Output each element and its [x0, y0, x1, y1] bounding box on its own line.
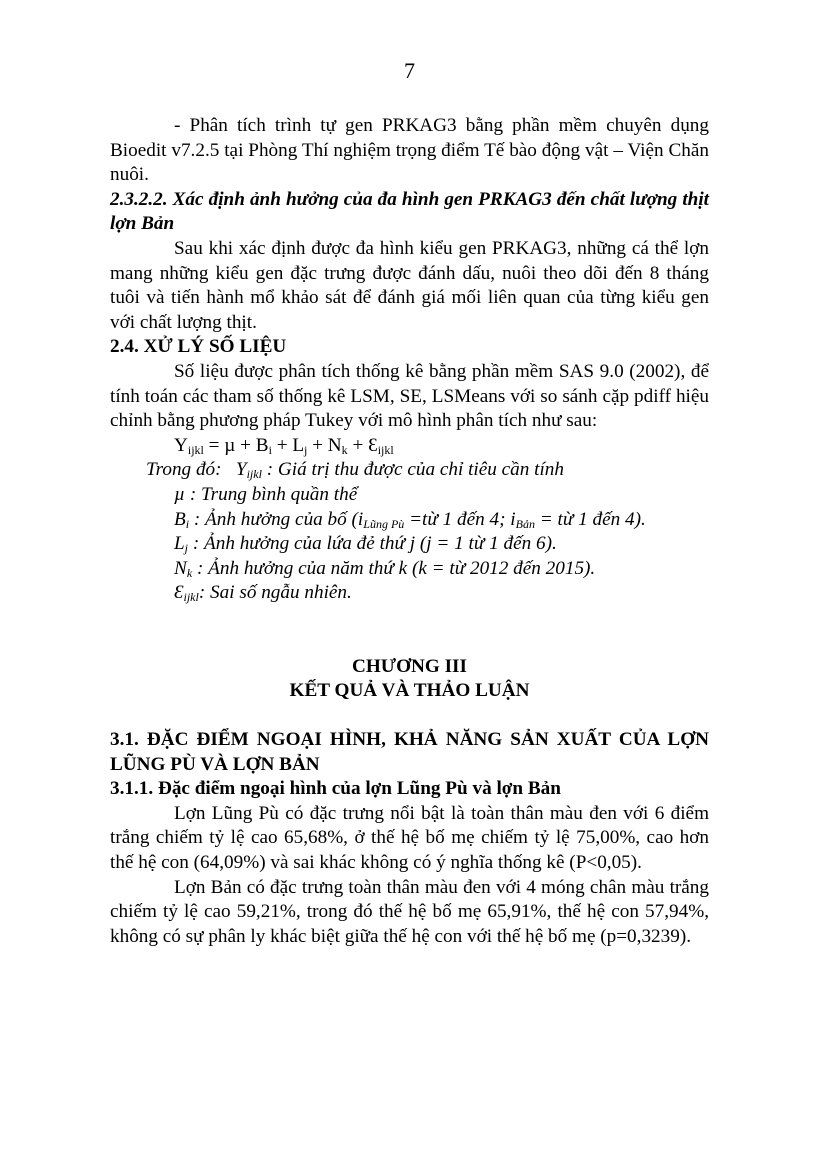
chapter-number: CHƯƠNG III: [352, 655, 467, 677]
page-body: [110, 114, 709, 949]
chapter-title: KẾT QUẢ VÀ THẢO LUẬN: [289, 680, 530, 702]
heading-3-1-1: 3.1.1. Đặc điểm ngoại hình của lợn Lũng Pù và lợn Bản: [110, 778, 561, 800]
paragraph-genotype-tracking: Sau khi xác định được đa hình kiểu gen PRKAG3, những cá thể lợn mang những kiểu gen đặc trưng được đánh dấu, nuôi theo dõi đến 8 tháng tuôi và tiến hành mổ khảo sát để đánh giá mối liên quan của từng kiểu gen với chất lượng thịt.: [110, 237, 709, 333]
where-b: $B_i$ : Ảnh hưởng của bố ($i_{Lũng Pù}$ =từ 1 đến 4; $i_{Bản}$ = từ 1 đến 4).: [174, 508, 646, 531]
where-n: $N_k$ : Ảnh hưởng của năm thứ k (k = từ 2012 đến 2015).: [174, 557, 596, 580]
paragraph-statistics: Số liệu được phân tích thống kê bằng phần mềm SAS 9.0 (2002), để tính toán các tham số thống kê LSM, SE, LSMeans với so sánh cặp pdiff hiệu chỉnh bằng phương pháp Tukey với mô hình phân tích như sau:: [110, 360, 709, 432]
where-y: Trong đó: $Y_{ijkl}$ : Giá trị thu được của chỉ tiêu cần tính: [146, 459, 564, 482]
where-l: $L_j$ : Ảnh hưởng của lứa đẻ thứ j (j = 1 từ 1 đến 6).: [174, 533, 557, 556]
paragraph-sequence-analysis: - Phân tích trình tự gen PRKAG3 bằng phần mềm chuyên dụng Bioedit v7.2.5 tại Phòng Thí nghiệm trọng điểm Tế bào động vật – Viện Chăn nuôi.: [110, 115, 709, 186]
heading-2-3-2-2: 2.3.2.2. Xác định ảnh hưởng của đa hình gen PRKAG3 đến chất lượng thịt lợn Bản: [110, 188, 709, 235]
paragraph-ban: Lợn Bản có đặc trưng toàn thân màu đen với 4 móng chân màu trắng chiếm tỷ lệ cao 59,21%, trong đó thế hệ bố mẹ 65,91%, thế hệ con 57,94%, không có sự phân ly khác biệt giữa thế hệ con với thế hệ bố mẹ (p=0,3239).: [110, 876, 709, 947]
where-mu: µ : Trung bình quần thể: [174, 483, 358, 505]
model-formula: $Y_{ijkl} = \mu + B_i + L_j + N_k$ + $Ɛ_{ijkl}$: [174, 434, 394, 457]
heading-3-1: 3.1. ĐẶC ĐIỂM NGOẠI HÌNH, KHẢ NĂNG SẢN XUẤT CỦA LỢN LŨNG PÙ VÀ LỢN BẢN: [110, 729, 709, 775]
paragraph-lung-pu: Lợn Lũng Pù có đặc trưng nổi bật là toàn thân màu đen với 6 điểm trắng chiếm tỷ lệ cao 65,68%, ở thế hệ bố mẹ chiếm tỷ lệ 75,00%, cao hơn thế hệ con (64,09%) và sai khác không có ý nghĩa thống kê (P<0,05).: [110, 802, 709, 874]
page-number: 7: [404, 58, 415, 83]
where-e: $Ɛ_{ijkl}$: Sai số ngẫu nhiên.: [174, 582, 352, 605]
heading-2-4: 2.4. XỬ LÝ SỐ LIỆU: [110, 336, 287, 358]
